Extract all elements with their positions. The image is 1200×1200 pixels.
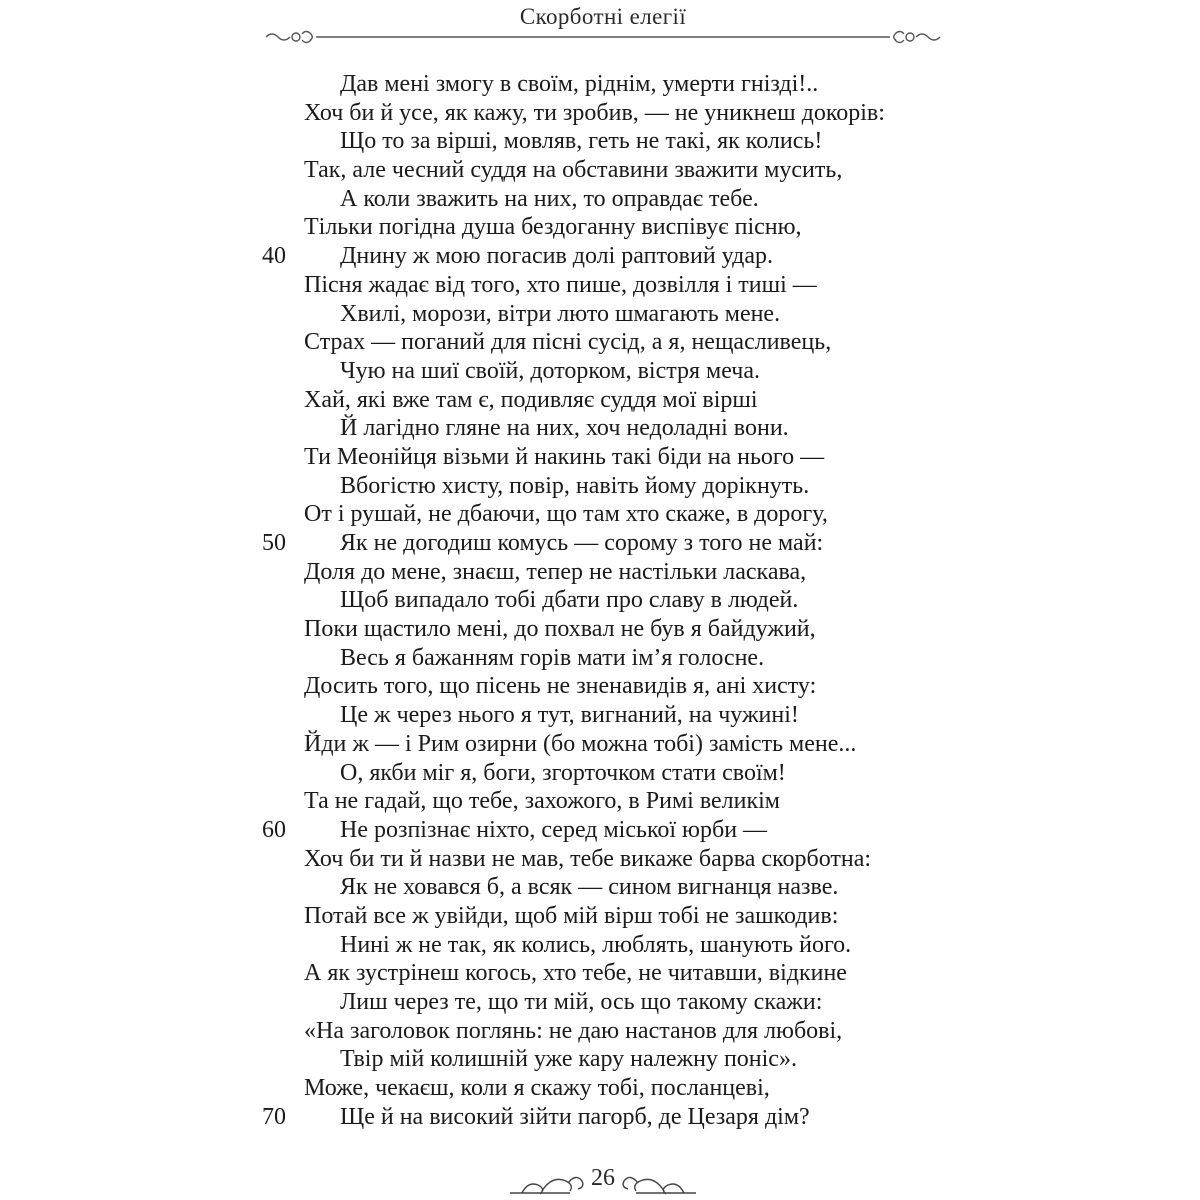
verse-line [0,1074,1200,1103]
verse-line [0,672,1200,701]
verse-line [0,873,1200,902]
right-scroll-dot [906,33,914,41]
verse-line [0,99,1200,128]
verse-line [0,1045,1200,1074]
line-number: 50 [262,530,286,556]
verse-text: А як зустрінеш когось, хто тебе, не читавши, відкине [304,960,847,987]
verse-line [0,558,1200,587]
verse-text: Пісня жадає від того, хто пише, дозвілля і тиші — [304,271,817,298]
running-header-title: Скорботні елегії [519,4,687,29]
verse-line [0,845,1200,874]
verse-text: Як не ховався б, а всяк — сином вигнанця назве. [340,874,839,901]
line-number: 40 [262,243,286,270]
verse-text: Тільки погідна душа бездоганну виспівує пісню, [304,214,802,241]
verse-line [0,213,1200,242]
verse-text: Нині ж не так, як колись, люблять, шанують його. [340,931,852,958]
verse-line [0,529,1200,558]
verse-text: Не розпізнає ніхто, серед міської юрби — [340,816,768,843]
verse-text: Та не гадай, що тебе, захожого, в Римі великім [304,788,780,815]
verse-text: Хоч би й усе, як кажу, ти зробив, — не уникнеш докорів: [304,99,885,126]
verse-text: Так, але чесний суддя на обставини зважити мусить, [304,157,843,184]
verse-line [0,500,1200,529]
poem-body [0,70,1200,1131]
verse-text: Ще й на високий зійти пагорб, де Цезаря дім? [340,1103,810,1130]
verse-text: А коли зважить на них, то оправдає тебе. [340,185,759,212]
verse-line [0,271,1200,300]
verse-line [0,931,1200,960]
verse-line [0,1103,1200,1132]
verse-line [0,386,1200,415]
verse-text: Як не догодиш комусь — сорому з того не май: [340,530,824,556]
verse-line [0,988,1200,1017]
verse-text: Весь я бажанням горів мати ім’я голосне. [340,644,765,671]
verse-text: Чую на шиї своїй, доторком, вістря меча. [340,357,761,384]
line-number: 70 [262,1103,286,1130]
verse-line [0,586,1200,615]
left-scroll-ornament [266,34,290,40]
verse-text: Хвилі, морози, вітри люто шмагають мене. [340,300,781,327]
verse-line [0,156,1200,185]
verse-text: О, якби міг я, боги, згорточком стати своїм! [340,759,786,786]
verse-line [0,300,1200,329]
verse-line [0,127,1200,156]
verse-text: Поки щастило мені, до похвал не був я байдужий, [304,616,816,643]
page-folio [508,1165,698,1199]
verse-line [0,1017,1200,1046]
verse-line [0,357,1200,386]
line-number: 60 [262,816,286,843]
verse-text: Хоч би ти й назви не мав, тебе викаже барва скорботна: [304,845,872,872]
verse-line [0,70,1200,99]
ornamental-header-rule [262,26,944,48]
verse-line [0,414,1200,443]
running-header [262,0,944,48]
verse-text: Й лагідно гляне на них, хоч недоладні вони. [340,415,789,442]
verse-line [0,816,1200,845]
verse-line [0,443,1200,472]
verse-line [0,902,1200,931]
verse-text: Це ж через нього я тут, вигнаний, на чужині! [340,702,799,729]
verse-line [0,959,1200,988]
verse-line [0,185,1200,214]
verse-text: Страх — поганий для пісні сусід, а я, нещасливець, [304,329,832,356]
verse-line [0,242,1200,271]
verse-text: Може, чекаєш, коли я скажу тобі, посланцеві, [304,1075,770,1102]
verse-line [0,328,1200,357]
verse-text: Хай, які вже там є, подивляє суддя мої вірші [304,386,758,413]
verse-line [0,730,1200,759]
verse-text: Потай все ж увійди, щоб мій вірш тобі не зашкодив: [304,902,839,929]
verse-text: Доля до мене, знаєш, тепер не настільки ласкава, [304,558,807,585]
verse-line [0,615,1200,644]
folio-right-ornament [618,1169,698,1197]
verse-text: Щоб випадало тобі дбати про славу в людей. [340,587,799,614]
verse-line [0,644,1200,673]
verse-line [0,787,1200,816]
verse-line [0,472,1200,501]
right-scroll-ornament [916,34,940,40]
verse-text: Твір мій колишній уже кару належну поніс». [340,1046,797,1073]
left-scroll-dot [292,33,300,41]
verse-line [0,701,1200,730]
verse-text: Дав мені змогу в своїм, ріднім, умерти гнізді!.. [340,71,819,97]
verse-text: От і рушай, не дбаючи, що там хто скаже, в дорогу, [304,501,828,528]
verse-text: Йди ж — і Рим озирни (бо можна тобі) замість мене... [304,730,857,757]
verse-text: Лиш через те, що ти мій, ось що такому скажи: [340,989,823,1015]
verse-text: Днину ж мою погасив долі раптовий удар. [340,243,774,270]
verse-text: Досить того, що пісень не зненавидів я, ані хисту: [304,673,817,700]
verse-line [0,759,1200,788]
verse-text: Що то за вірші, мовляв, геть не такі, як колись! [340,128,823,155]
verse-text: Ти Меонійця візьми й накинь такі біди на нього — [304,443,825,470]
verse-text: «На заголовок поглянь: не даю настанов для любові, [304,1017,843,1044]
page-number: 26 [591,1165,615,1191]
verse-text: Вбогістю хисту, повір, навіть йому дорікнуть. [340,472,810,499]
